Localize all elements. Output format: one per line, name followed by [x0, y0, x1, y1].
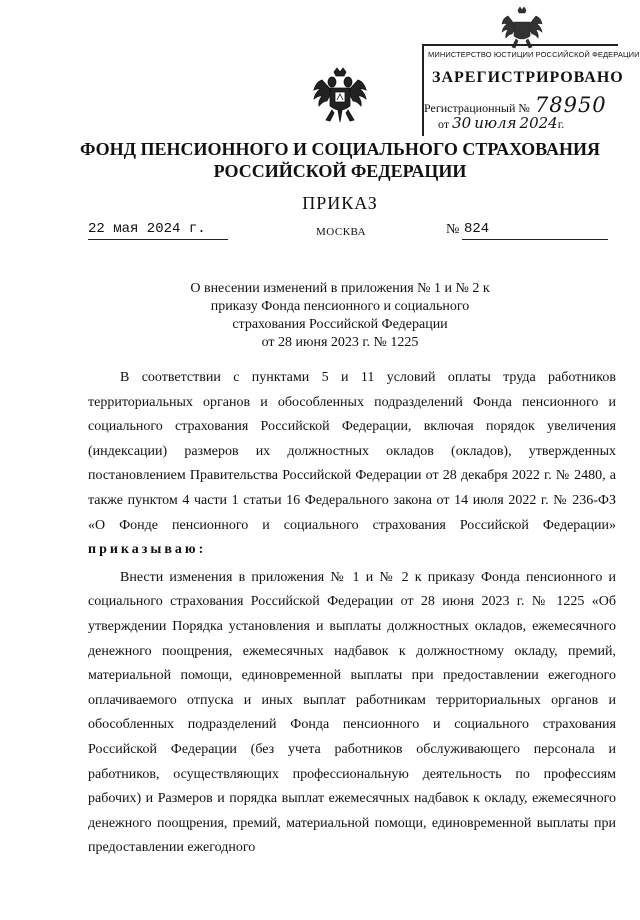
- order-date: 22 мая 2024 г.: [88, 221, 228, 240]
- order-body: [88, 366, 616, 861]
- stamp-date: [438, 114, 564, 132]
- stamp-date-prefix: от: [438, 117, 450, 131]
- order-subject: [150, 280, 530, 352]
- stamp-reg-number: 78950: [534, 93, 607, 117]
- body-paragraph-2: Внести изменения в приложения № 1 и № 2 к приказу Фонда пенсионного и социального страхования Российской Федерации от 28 июня 2023 г. № 1225 «Об утверждении Порядка установления и выплаты должностных окладов, ежемесячного денежного поощрения, ежемесячных надбавок к должностному окладу, премий, материальной помощи, единовременной выплаты при предоставлении ежегодного оплачиваемого отпуска и иных выплат работникам территориальных органов и обособленных подразделений Фонда пенсионного и социального страхования Российской Федерации (без учета работников обслуживающего персонала и работников, осуществляющих профессиональную деятельность по профессиям рабочих) и Размеров и порядка выплат ежемесячных надбавок к окладу, ежемесячного денежного поощрения, премий, материальной помощи, единовременной выплаты при предоставлении ежегодного: [88, 569, 616, 856]
- stamp-date-year: 2024: [519, 114, 558, 132]
- order-city: МОСКВА: [316, 226, 367, 238]
- stamp-ministry: МИНИСТЕРСТВО ЮСТИЦИИ РОССИЙСКОЙ ФЕДЕРАЦИИ: [428, 50, 640, 59]
- subject-line1: О внесении изменений в приложения № 1 и № 2 к: [190, 281, 490, 296]
- document-type: ПРИКАЗ: [302, 193, 378, 213]
- paragraph-1-text: В соответствии с пунктами 5 и 11 условий оплаты труда работников территориальных органов и обособленных подразделений Фонда пенсионного и социального страхования Российской Федерации, включая порядок увеличения (индексации) размеров их должностных окладов (окладов), утвержденных постановлением Правительства Российской Федерации от 28 декабря 2022 г. № 2480, а также пунктом 4 части 1 статьи 16 Федерального закона от 14 июля 2022 г. № 236-ФЗ «О Фонде пенсионного и социального страхования Российской Федерации»: [88, 370, 616, 533]
- stamp-date-month: июля: [474, 114, 517, 132]
- body-paragraph-1: [88, 366, 616, 563]
- coat-of-arms-emblem: [312, 66, 368, 128]
- order-number: 824: [462, 221, 608, 240]
- subject-line4: от 28 июня 2023 г. № 1225: [261, 335, 419, 350]
- stamp-reg-label: Регистрационный №: [424, 101, 530, 115]
- stamp-registered: ЗАРЕГИСТРИРОВАНО: [432, 69, 624, 86]
- order-number-label: №: [446, 222, 460, 237]
- order-directive: приказываю:: [88, 542, 207, 558]
- organization-title: [60, 138, 620, 182]
- stamp-date-day: 30: [452, 114, 472, 132]
- subject-line3: страхования Российской Федерации: [232, 317, 448, 332]
- stamp-date-suffix: г.: [557, 117, 565, 131]
- stamp-border-left: [422, 44, 424, 136]
- subject-line2: приказу Фонда пенсионного и социального: [210, 299, 470, 314]
- org-title-line1: ФОНД ПЕНСИОННОГО И СОЦИАЛЬНОГО СТРАХОВАНИЯ: [79, 139, 601, 159]
- org-title-line2: РОССИЙСКОЙ ФЕДЕРАЦИИ: [213, 161, 467, 181]
- registration-stamp: [418, 44, 640, 136]
- stamp-border-top: [422, 44, 618, 46]
